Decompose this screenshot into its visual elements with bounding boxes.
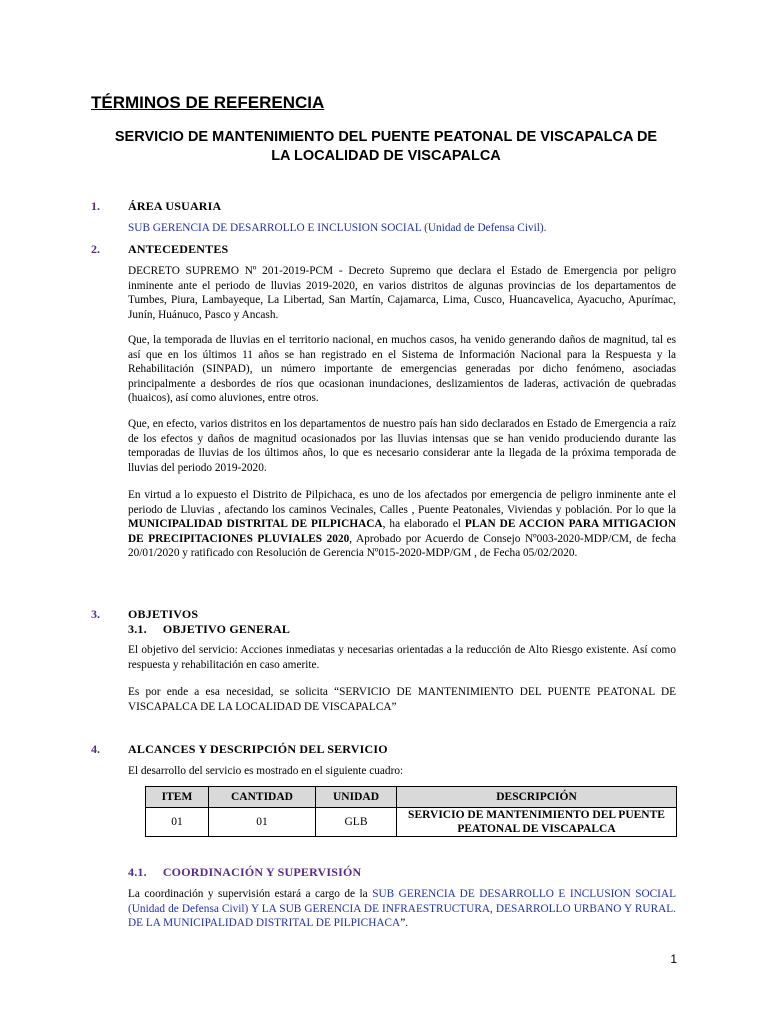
service-table (145, 786, 677, 837)
section-1-heading: ÁREA USUARIA (128, 199, 222, 213)
section-4-1-number: 4.1. (128, 865, 147, 879)
coordinacion-part-a: La coordinación y supervisión estará a cargo de la (128, 888, 373, 900)
document-title: TÉRMINOS DE REFERENCIA (91, 93, 325, 112)
coordinacion-responsible: SUB GERENCIA DE DESARROLLO E INCLUSION SOCIAL (Unidad de Defensa Civil) Y LA SUB GERENCIA DE INFRAESTRUCTURA, DESARROLLO URBANO Y RURAL. DE LA MUNICIPALIDAD DISTRITAL DE PILPICHACA (128, 888, 676, 929)
section-4-heading: ALCANCES Y DESCRIPCIÓN DEL SERVICIO (128, 742, 388, 756)
section-1-number: 1. (91, 199, 100, 213)
paragraph-4-part-a: En virtud a lo expuesto el Distrito de Pilpichaca, es uno de los afectados por emergencia de peligro inminente ante el periodo de Lluvias , afectando los caminos Vecinales, Calles , Puente Peatonales, Viviendas y población. Por lo que la (128, 489, 676, 516)
action-plan-name: PLAN DE ACCION PARA MITIGACION DE PRECIPITACIONES PLUVIALES 2020 (128, 518, 676, 545)
table-cell-unidad: GLB (316, 808, 397, 837)
section-1-text: SUB GERENCIA DE DESARROLLO E INCLUSION SOCIAL (Unidad de Defensa Civil). (128, 222, 547, 234)
section-4-1-title: COORDINACIÓN Y SUPERVISIÓN (162, 865, 362, 879)
paragraph-4-part-c: , ha elaborado el (382, 518, 465, 530)
paragraph-4-part-e: , Aprobado por Acuerdo de Consejo Nº003-2020-MDP/CM, de fecha 20/01/2020 y ratificado con Resolución de Gerencia Nº015-2020-MDP/GM , de Fecha 05/02/2020. (128, 532, 676, 559)
table-header-descripcion: DESCRIPCIÓN (397, 787, 677, 808)
section-2-number: 2. (91, 242, 100, 256)
section-3-1-number: 3.1. (128, 622, 147, 636)
section-3-number: 3. (91, 607, 100, 621)
coordinacion-paragraph (128, 887, 676, 931)
page-number: 1 (670, 952, 677, 966)
subtitle-line-1: SERVICIO DE MANTENIMIENTO DEL PUENTE PEATONAL DE VISCAPALCA DE (114, 129, 658, 145)
section-3-1-heading (128, 622, 290, 637)
antecedentes-paragraph-2: Que, la temporada de lluvias en el territorio nacional, en muchos casos, ha venido generando daños de magnitud, tal es así que en los últimos 11 años se han registrado en el Sistema de Información Nacional para la Respuesta y la Rehabilitación (SINPAD), un número importante de emergencias generadas por dicho fenómeno, asociadas principalmente a desbordes de ríos que ocasionan inundaciones, deslizamientos de laderas, activación de quebradas (huaicos), así como aluviones, entre otros. (128, 334, 676, 404)
table-header-unidad: UNIDAD (316, 787, 397, 808)
table-header-cantidad: CANTIDAD (209, 787, 316, 808)
table-header-row (146, 787, 677, 808)
table-cell-descripcion: SERVICIO DE MANTENIMIENTO DEL PUENTE PEATONAL DE VISCAPALCA (397, 808, 677, 837)
municipality-name: MUNICIPALIDAD DISTRITAL DE PILPICHACA (128, 518, 383, 530)
objetivo-paragraph-2: Es por ende a esa necesidad, se solicita “SERVICIO DE MANTENIMIENTO DEL PUENTE PEATONAL DE VISCAPALCA DE LA LOCALIDAD DE VISCAPALCA” (128, 686, 676, 713)
antecedentes-paragraph-4 (128, 488, 676, 561)
antecedentes-paragraph-1: DECRETO SUPREMO Nº 201-2019-PCM - Decreto Supremo que declara el Estado de Emergencia por peligro inminente ante el periodo de lluvias 2019-2020, en varios distritos de algunas provincias de los departamentos de Tumbes, Piura, Lambayeque, La Libertad, San Martín, Cajamarca, Lima, Cusco, Huancavelica, Ayacucho, Apurímac, Junín, Huánuco, Pasco y Ancash. (128, 265, 676, 321)
alcances-intro: El desarrollo del servicio es mostrado en el siguiente cuadro: (128, 765, 404, 777)
antecedentes-paragraph-3: Que, en efecto, varios distritos en los departamentos de nuestro país han sido declarados en Estado de Emergencia a raíz de los efectos y daños de magnitud ocasionados por las lluvias intensas que se han venido produciendo durante las temporadas de lluvias de los últimos años, lo que es necesario considerar ante la llegada de la próxima temporada de lluvias del periodo 2019-2020. (128, 418, 676, 474)
objetivo-paragraph-1: El objetivo del servicio: Acciones inmediatas y necesarias orientadas a la reducción de Alto Riesgo existente. Así como respuesta y rehabilitación en caso amerite. (128, 644, 676, 671)
table-row (146, 808, 677, 837)
section-4-number: 4. (91, 742, 100, 756)
section-2-heading: ANTECEDENTES (128, 242, 229, 256)
table-cell-item: 01 (146, 808, 209, 837)
subtitle-line-2: LA LOCALIDAD DE VISCAPALCA (271, 148, 501, 164)
section-4-1-heading (128, 865, 361, 880)
table-cell-cantidad: 01 (209, 808, 316, 837)
coordinacion-part-c: ”. (400, 917, 409, 929)
table-header-item: ITEM (146, 787, 209, 808)
section-3-heading: OBJETIVOS (128, 607, 199, 621)
document-subtitle (80, 128, 692, 166)
section-3-1-title: OBJETIVO GENERAL (162, 622, 291, 636)
